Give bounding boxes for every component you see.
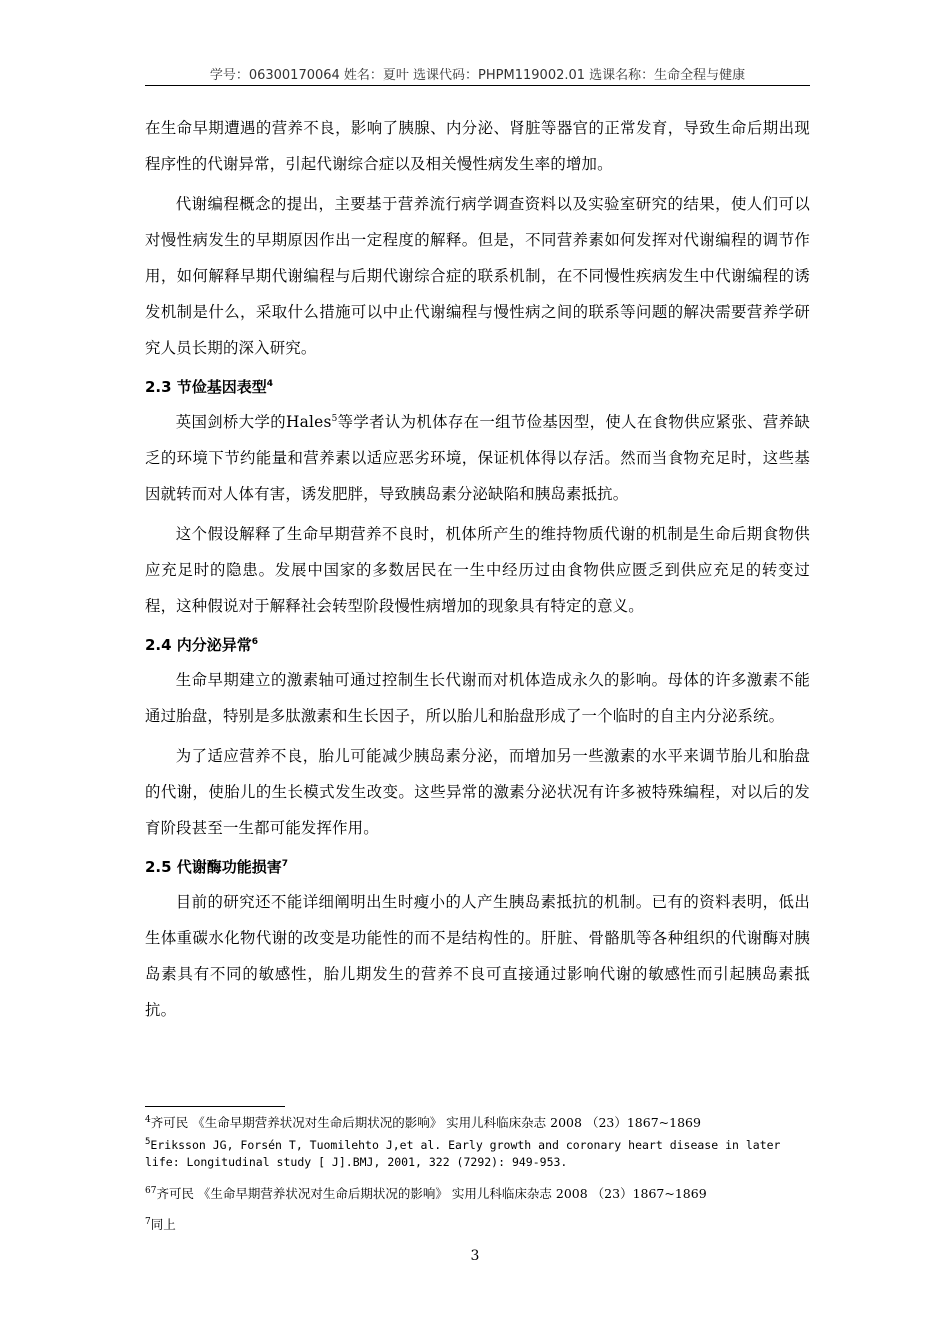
section-heading-text: 2.5 代谢酶功能损害	[145, 858, 282, 876]
footnote-4	[145, 1114, 810, 1131]
section-heading-text: 2.3 节俭基因表型	[145, 378, 267, 396]
footnote-mark: 7	[145, 1216, 151, 1227]
footnote-separator	[145, 1106, 285, 1107]
paragraph-text: 等学者认为机体存在一组节俭基因型，使人在食物供应紧张、营养缺乏的环境下节约能量和营养素以适应恶劣环境，保证机体得以存活。然而当食物充足时，这些基因就转而对人体有害，诱发肥胖，导致胰岛素分泌缺陷和胰岛素抵抗。	[145, 413, 810, 503]
footnote-text: 齐可民 《生命早期营养状况对生命后期状况的影响》 实用儿科临床杂志 2008 （23）1867~1869	[156, 1186, 707, 1201]
footnote-text: 齐可民 《生命早期营养状况对生命后期状况的影响》 实用儿科临床杂志 2008 （23）1867~1869	[150, 1115, 701, 1130]
footnote-text: Eriksson JG, Forsén T, Tuomilehto J,et al. Early growth and coronary heart disease in later life: Longitudinal study [ J].BMJ, 2001, 322 (7292): 949-953.	[145, 1138, 781, 1169]
footnote-text: 同上	[150, 1217, 176, 1232]
paragraph-text: 英国剑桥大学的Hales	[175, 413, 332, 431]
paragraph-hypothesis: 这个假设解释了生命早期营养不良时，机体所产生的维持物质代谢的机制是生命后期食物供应充足时的隐患。发展中国家的多数居民在一生中经历过由食物供应匮乏到供应充足的转变过程，这种假说对于解释社会转型阶段慢性病增加的现象具有特定的意义。	[145, 525, 810, 615]
footnote-ref[interactable]: 5	[331, 413, 338, 424]
page-number: 3	[470, 1248, 480, 1264]
footnote-5	[145, 1137, 810, 1171]
paragraph-enzyme-function: 目前的研究还不能详细阐明出生时瘦小的人产生胰岛素抵抗的机制。已有的资料表明，低出生体重碳水化物代谢的改变是功能性的而不是结构性的。肝脏、骨骼肌等各种组织的代谢酶对胰岛素具有不同的敏感性，胎儿期发生的营养不良可直接通过影响代谢的敏感性而引起胰岛素抵抗。	[145, 893, 810, 1019]
paragraph-hormone-axis: 生命早期建立的激素轴可通过控制生长代谢而对机体造成永久的影响。母体的许多激素不能通过胎盘，特别是多肽激素和生长因子，所以胎儿和胎盘形成了一个临时的自主内分泌系统。	[145, 671, 810, 725]
footnote-7	[145, 1216, 810, 1233]
paragraph-metabolic-programming: 代谢编程概念的提出，主要基于营养流行病学调查资料以及实验室研究的结果，使人们可以对慢性病发生的早期原因作出一定程度的解释。但是，不同营养素如何发挥对代谢编程的调节作用，如何解释早期代谢编程与后期代谢综合症的联系机制，在不同慢性疾病发生中代谢编程的诱发机制是什么，采取什么措施可以中止代谢编程与慢性病之间的联系等问题的解决需要营养学研究人员长期的深入研究。	[145, 195, 810, 357]
section-heading-2-4	[145, 628, 810, 662]
paragraph-intro: 在生命早期遭遇的营养不良，影响了胰腺、内分泌、肾脏等器官的正常发育，导致生命后期出现程序性的代谢异常，引起代谢综合症以及相关慢性病发生率的增加。	[145, 119, 810, 173]
footnote-mark: 4	[145, 1114, 151, 1125]
footnote-6	[145, 1185, 810, 1202]
footnotes	[145, 1114, 810, 1239]
section-heading-text: 2.4 内分泌异常	[145, 636, 252, 654]
paragraph-thrifty-gene	[145, 404, 810, 512]
footnote-ref[interactable]: 7	[281, 859, 289, 869]
footnote-ref[interactable]: 6	[251, 637, 259, 647]
footnote-ref[interactable]: 4	[266, 379, 274, 389]
page-header: 学号：06300170064 姓名：夏叶 选课代码：PHPM119002.01 选课名称：生命全程与健康	[145, 64, 810, 86]
section-heading-2-5	[145, 850, 810, 884]
document-body	[145, 110, 810, 1032]
section-heading-2-3	[145, 370, 810, 404]
footnote-mark: 67	[145, 1185, 157, 1196]
footnote-mark: 5	[145, 1137, 151, 1148]
paragraph-hormone-adaptation: 为了适应营养不良，胎儿可能减少胰岛素分泌，而增加另一些激素的水平来调节胎儿和胎盘的代谢，使胎儿的生长模式发生改变。这些异常的激素分泌状况有许多被特殊编程，对以后的发育阶段甚至一生都可能发挥作用。	[145, 747, 810, 837]
